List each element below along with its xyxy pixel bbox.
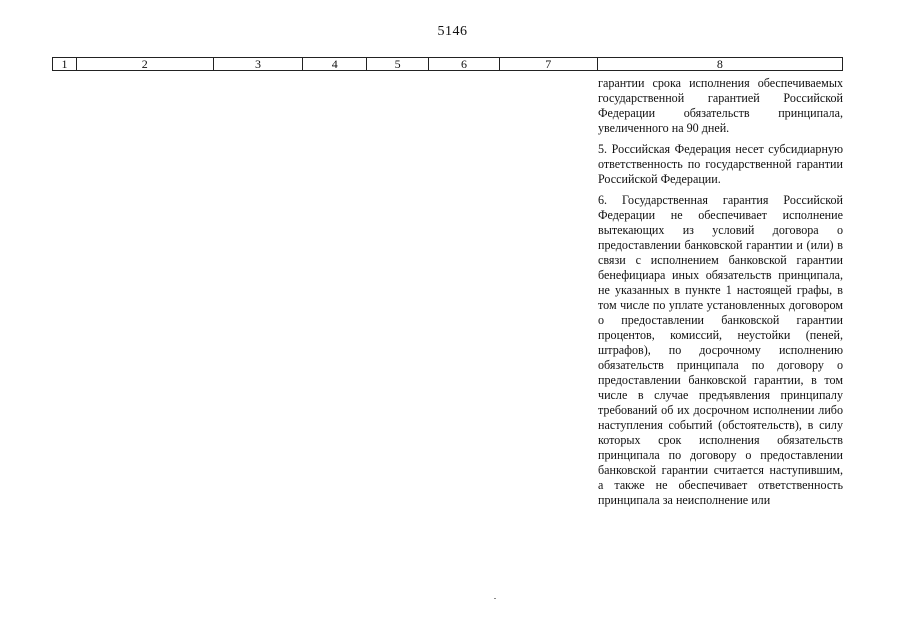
column-header-8: 8	[716, 57, 723, 71]
column-header-4: 4	[303, 58, 367, 70]
scan-artifact-dot	[494, 598, 496, 599]
table-header-row	[52, 57, 843, 71]
column-header-1: 1	[53, 58, 77, 70]
page-number: 5146	[437, 24, 468, 39]
paragraph-6: 6. Государственная гарантия Российской Федерации не обеспечивает исполнение вытекающих из условий договора о предоставлении банковской гарантии и (или) в связи с исполнением банковской гарантии бенефициара иных обязательств принципала, не указанных в пункте 1 настоящей графы, в том числе по уплате установленных договором о предоставлении банковской гарантии процентов, комиссий, неустойки (пеней, штрафов), по досрочному исполнению обязательств принципала по договору о предоставлении банковской гарантии, в том числе в случае предъявления принципалу требований об их досрочном исполнении либо наступления событий (обстоятельств), в силу которых срок исполнения обязательств принципала по договору о предоставлении банковской гарантии считается наступившим, а также не обеспечивает ответственность принципала за неисполнение или	[598, 193, 843, 507]
paragraph-continuation: гарантии срока исполнения обеспечиваемых государственной гарантией Российской Федерации обязательств принципала, увеличенного на 90 дней.	[598, 76, 843, 135]
column-header-6: 6	[429, 58, 500, 70]
column-8-content	[598, 76, 843, 514]
paragraph-5: 5. Российская Федерация несет субсидиарную ответственность по государственной гарантии Российской Федерации.	[598, 142, 843, 186]
column-header-2: 2	[77, 58, 214, 70]
column-header-7: 7	[500, 58, 598, 70]
column-header-3: 3	[214, 58, 304, 70]
column-header-5: 5	[367, 58, 429, 70]
